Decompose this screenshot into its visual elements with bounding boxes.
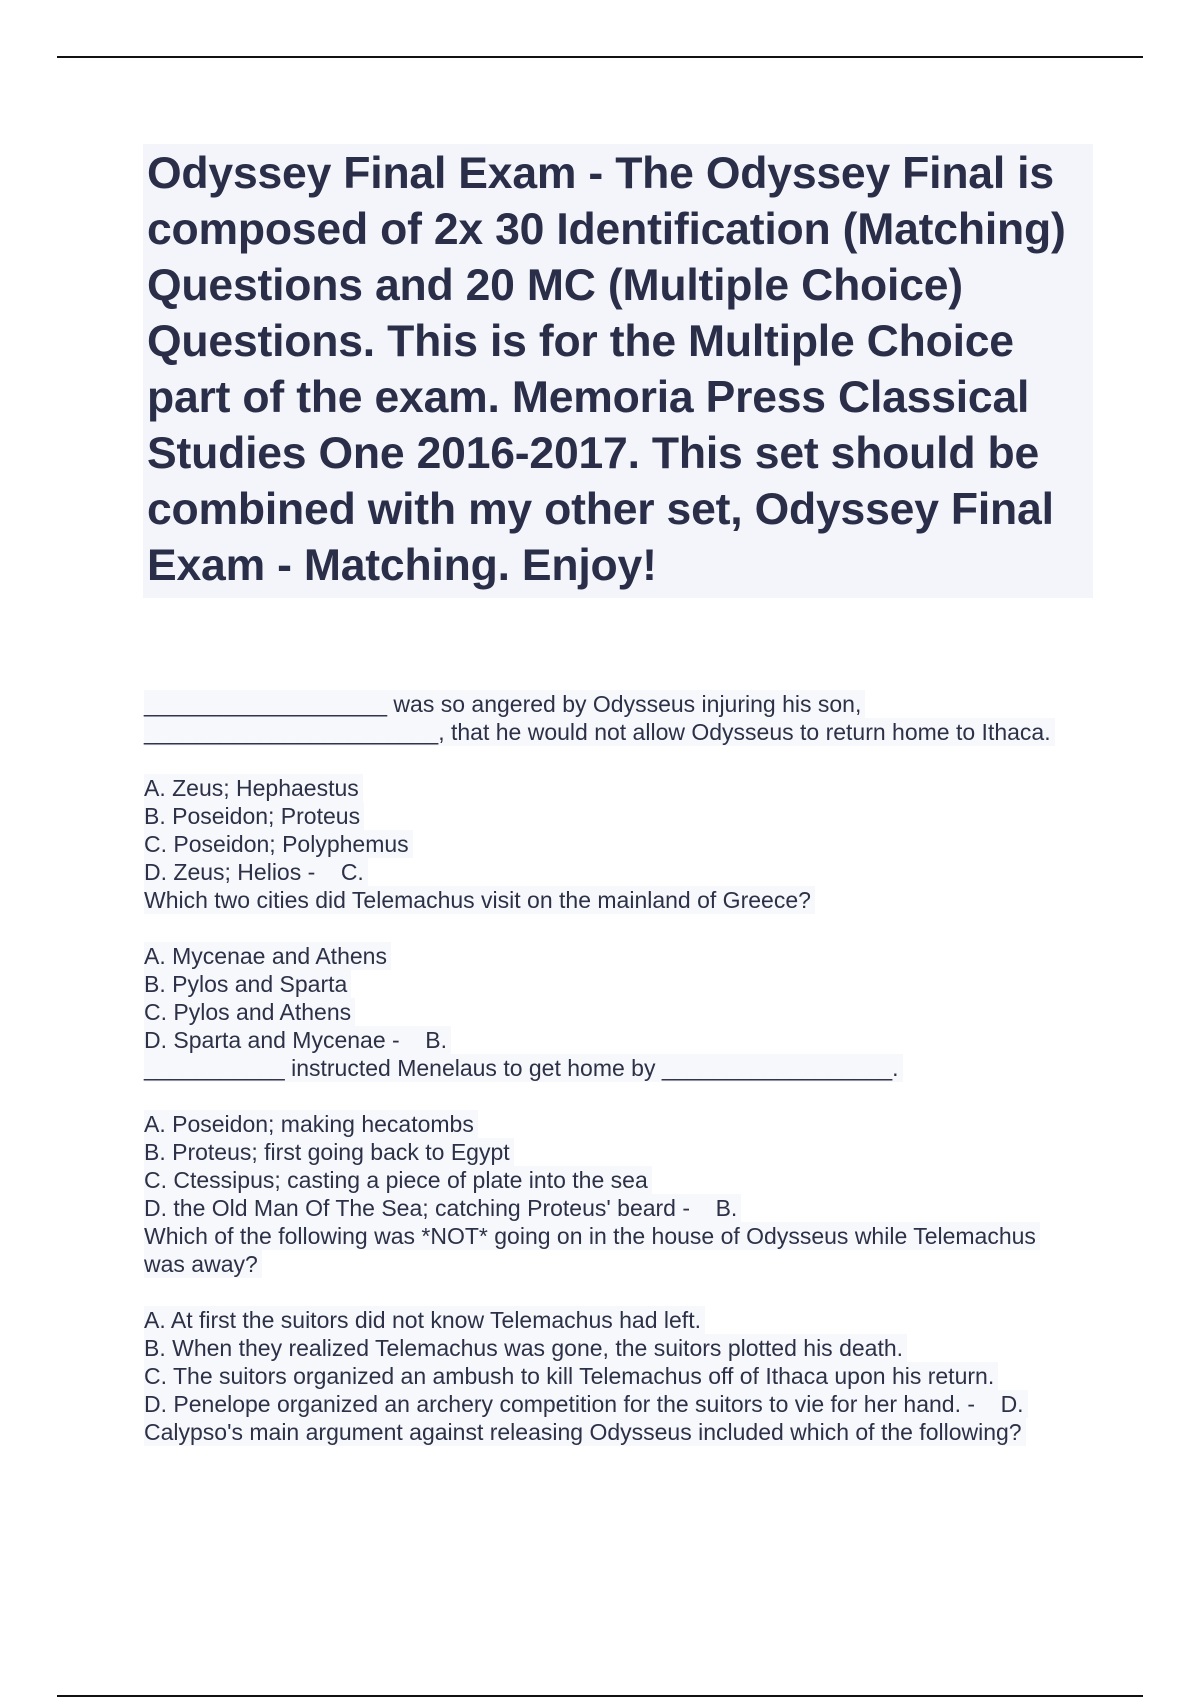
question-4-line-2: was away? <box>144 1250 1099 1278</box>
question-4-option-b: B. When they realized Telemachus was gone, the suitors plotted his death. <box>144 1334 1099 1362</box>
question-2-option-a: A. Mycenae and Athens <box>144 942 1099 970</box>
question-3-option-a: A. Poseidon; making hecatombs <box>144 1110 1099 1138</box>
question-3-option-b: B. Proteus; first going back to Egypt <box>144 1138 1099 1166</box>
question-3-option-c: C. Ctessipus; casting a piece of plate into the sea <box>144 1166 1099 1194</box>
document-title: Odyssey Final Exam - The Odyssey Final is composed of 2x 30 Identification (Matching) Questions and 20 MC (Multiple Choice) Questions. This is for the Multiple Choice part of the exam. Memoria Press Classical Studies One 2016-2017. This set should be combined with my other set, Odyssey Final Exam - Matching. Enjoy! <box>147 149 1066 590</box>
question-1-line-2: _______________________, that he would not allow Odysseus to return home to Ithaca. <box>144 718 1099 746</box>
question-4-option-d-answer: D. Penelope organized an archery competition for the suitors to vie for her hand. - D. <box>144 1390 1099 1418</box>
question-3-line-1: ___________ instructed Menelaus to get home by __________________. <box>144 1054 1099 1082</box>
question-4-option-a: A. At first the suitors did not know Telemachus had left. <box>144 1306 1099 1334</box>
question-2-line-1: Which two cities did Telemachus visit on the mainland of Greece? <box>144 886 1099 914</box>
spacer <box>144 746 1099 774</box>
question-1-line-1: ___________________ was so angered by Odysseus injuring his son, <box>144 690 1099 718</box>
spacer <box>144 914 1099 942</box>
spacer <box>144 1278 1099 1306</box>
question-2-option-b: B. Pylos and Sparta <box>144 970 1099 998</box>
question-4-option-c: C. The suitors organized an ambush to kill Telemachus off of Ithaca upon his return. <box>144 1362 1099 1390</box>
spacer <box>144 1082 1099 1110</box>
question-1-option-b: B. Poseidon; Proteus <box>144 802 1099 830</box>
question-1-option-d-answer: D. Zeus; Helios - C. <box>144 858 1099 886</box>
top-rule <box>57 56 1143 58</box>
question-2-option-d-answer: D. Sparta and Mycenae - B. <box>144 1026 1099 1054</box>
question-1-option-c: C. Poseidon; Polyphemus <box>144 830 1099 858</box>
question-1-option-a: A. Zeus; Hephaestus <box>144 774 1099 802</box>
title-block <box>143 144 1093 598</box>
question-5-line-1: Calypso's main argument against releasing Odysseus included which of the following? <box>144 1418 1099 1446</box>
question-3-option-d-answer: D. the Old Man Of The Sea; catching Proteus' beard - B. <box>144 1194 1099 1222</box>
bottom-rule <box>57 1695 1143 1697</box>
question-content <box>144 690 1099 1446</box>
question-2-option-c: C. Pylos and Athens <box>144 998 1099 1026</box>
question-4-line-1: Which of the following was *NOT* going on in the house of Odysseus while Telemachus <box>144 1222 1099 1250</box>
